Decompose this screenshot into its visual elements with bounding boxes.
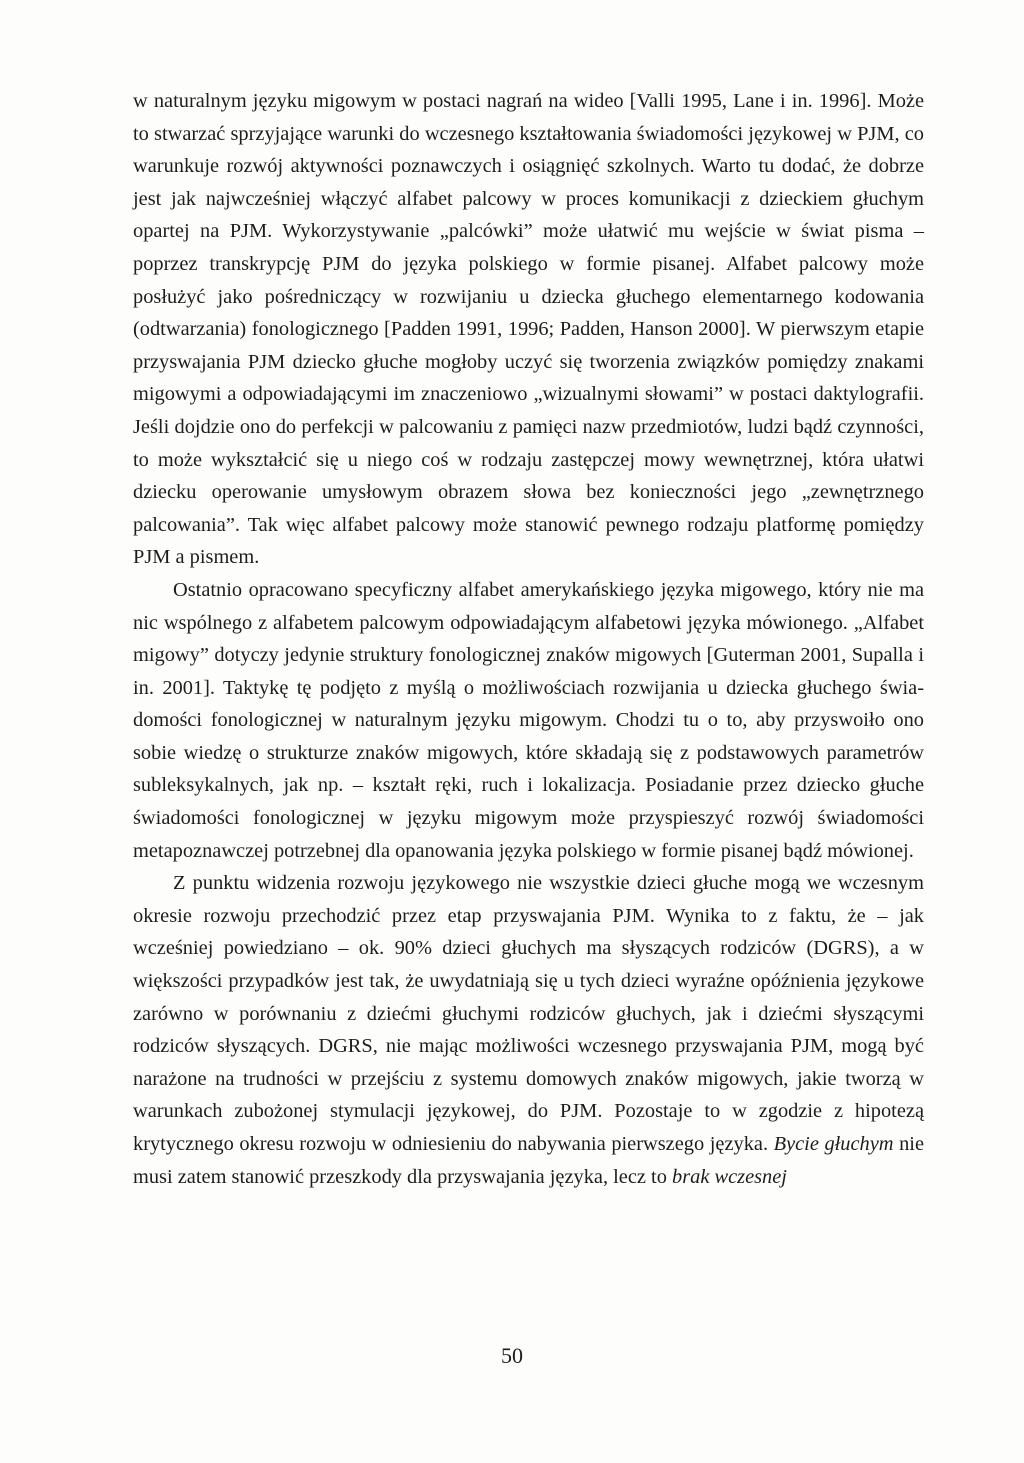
paragraph-3-italic-phrase-1: Bycie głuchym <box>773 1133 894 1155</box>
paragraph-3-italic-phrase-2: brak wczesnej <box>672 1165 787 1188</box>
paragraph-3 <box>133 867 924 1193</box>
paragraph-3-text-start: Z punktu widzenia rozwoju językowego nie wszystkie dzieci głuche mogą we wczesnym okresie rozwoju przechodzić przez etap przyswajania PJM. Wynika to z faktu, że – jak wcześniej powiedziano – ok. 90% dzieci głuchych ma słyszących rodziców (DGRS), a w większości przypadków jest tak, że uwydatniają się u tych dzieci wyraźne opóźnienia językowe zarówno w porównaniu z dziećmi głuchymi rodziców głuchych, jak i dziećmi słyszącymi rodziców słyszących. DGRS, nie mając możliwości wczesnego przyswajania PJM, mogą być narażone na trudności w przejściu z systemu domowych znaków migowych, jakie tworzą w warunkach zubożonej stymulacji językowej, do PJM. Pozostaje to w zgodzie z hipotezą krytycznego okresu rozwoju w odniesieniu do nabywania pierwszego języka. <box>133 872 924 1155</box>
paragraph-1: w naturalnym języku migowym w postaci nagrań na wideo [Valli 1995, Lane i in. 1996]. Może to stwarzać sprzyjające warunki do wczesnego kształtowania świadomości językowej w PJM, co warunkuje rozwój aktywności poznawczych i osiągnięć szkolnych. Warto tu dodać, że dobrze jest jak najwcześniej włączyć alfabet palcowy w proces komunikacji z dzieckiem głuchym opartej na PJM. Wykorzystywanie „palcówki” może ułatwić mu wejście w świat pisma – poprzez transkrypcję PJM do języka polskiego w formie pisanej. Alfabet palcowy może posłużyć jako pośredniczący w rozwijaniu u dziecka głuchego elementarnego kodowania (odtwarzania) fonologicznego [Padden 1991, 1996; Padden, Hanson 2000]. W pierwszym etapie przyswajania PJM dziecko głuche mogłoby uczyć się tworzenia związków pomiędzy znakami migowymi a odpowiadającymi im znaczeniowo „wizualnymi słowami” w postaci daktylografii. Jeśli dojdzie ono do perfekcji w palcowaniu z pamięci nazw przedmiotów, ludzi bądź czynności, to może wykształcić się u niego coś w rodzaju zastępczej mowy wewnętrznej, która ułatwi dziecku operowanie umysłowym obrazem słowa bez konieczności jego „zewnętrznego palcowania”. Tak więc alfabet palcowy może stanowić pewnego rodzaju platformę pomiędzy PJM a pismem. <box>133 90 924 569</box>
paragraph-2: Ostatnio opracowano specyficzny alfabet amerykańskiego języka migowego, który nie ma nic wspólnego z alfabetem palcowym odpowiadającym alfabetowi języka mówionego. „Alfabet migowy” dotyczy jedynie struktury fonologicznej znaków migowych [Guterman 2001, Supalla i in. 2001]. Taktykę tę podjęto z myślą o możliwościach rozwijania u dziecka głuchego świadomości fonologicznej w naturalnym języku migowym. Chodzi tu o to, aby przyswoiło ono sobie wiedzę o strukturze znaków migowych, które składają się z podstawowych parametrów subleksykalnych, jak np. – kształt ręki, ruch i lokalizacja. Posiadanie przez dziecko głuche świadomości fonologicznej w języku migowym może przyspieszyć rozwój świadomości metapoznawczej potrzebnej dla opanowania języka polskiego w formie pisanej bądź mówionej. <box>133 578 924 862</box>
body-text <box>133 85 924 1193</box>
page-number: 50 <box>501 1343 523 1368</box>
paragraph-3-text-middle: nie musi zatem stanowić przeszkody dla przyswajania języka, lecz to <box>133 1133 925 1188</box>
